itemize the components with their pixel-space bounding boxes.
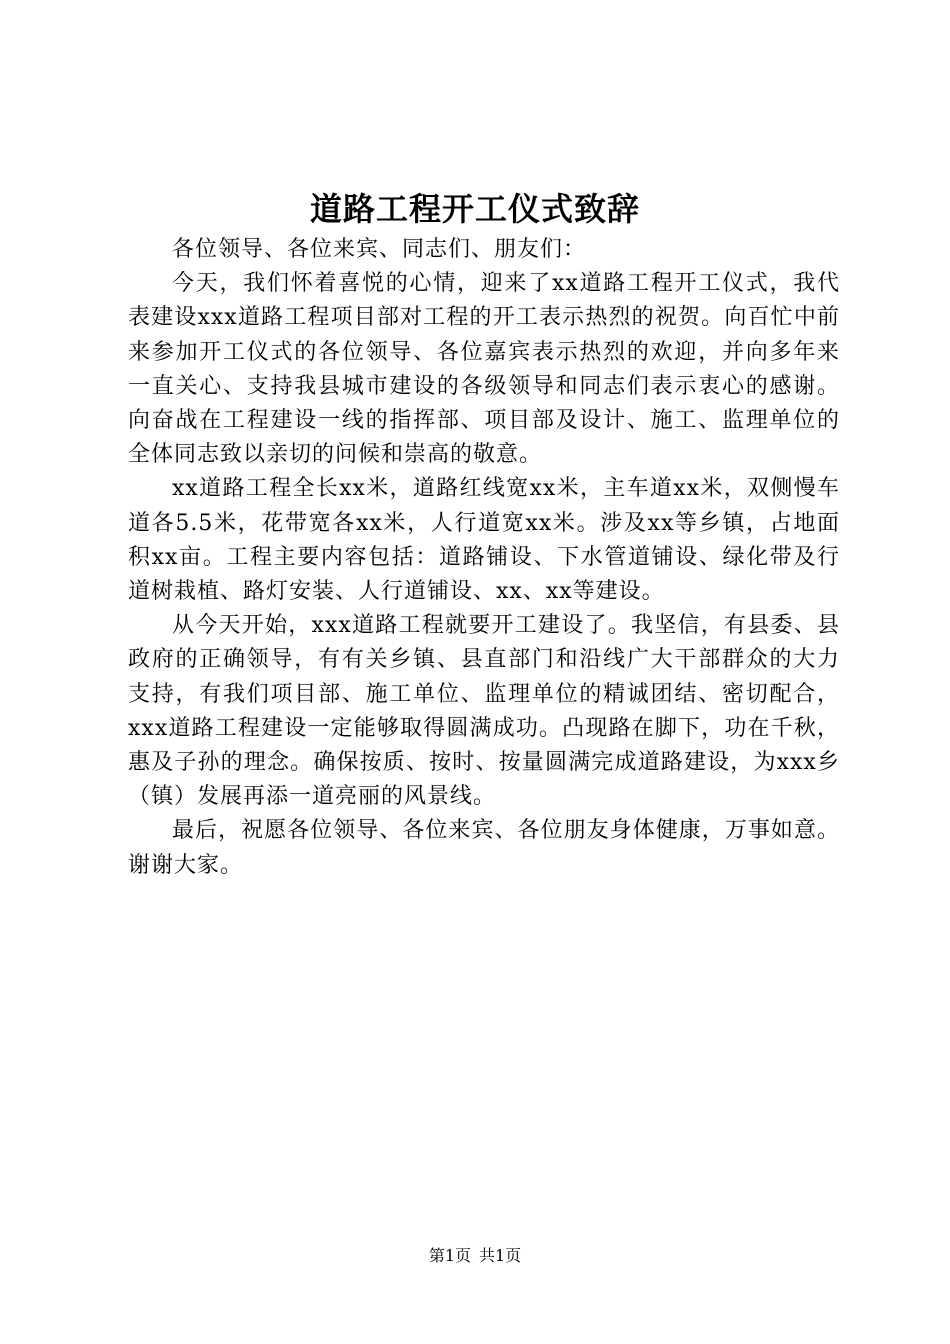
paragraph-closing: 最后，祝愿各位领导、各位来宾、各位朋友身体健康，万事如意。谢谢大家。 [128,818,840,878]
page-footer [0,1244,950,1268]
paragraph-project-overview: xx道路工程全长xx米，道路红线宽xx米，主车道xx米，双侧慢车道各5.5米，花带宽各xx米，人行道宽xx米。涉及xx等乡镇，占地面积xx亩。工程主要内容包括：道路铺设、下水管道铺设、绿化带及行道树栽植、路灯安装、人行道铺设、xx、xx等建设。 [128,476,840,605]
paragraph-salutation: 各位领导、各位来宾、同志们、朋友们： [172,237,587,262]
paragraph-commitment: 从今天开始，xxx道路工程就要开工建设了。我坚信，有县委、县政府的正确领导，有有关乡镇、县直部门和沿线广大干部群众的大力支持，有我们项目部、施工单位、监理单位的精诚团结、密切配合，xxx道路工程建设一定能够取得圆满成功。凸现路在脚下，功在千秋，惠及子孙的理念。确保按质、按时、按量圆满完成道路建设，为xxx乡（镇）发展再添一道亮丽的风景线。 [128,613,840,810]
paragraph-welcome: 今天，我们怀着喜悦的心情，迎来了xx道路工程开工仪式，我代表建设xxx道路工程项目部对工程的开工表示热烈的祝贺。向百忙中前来参加开工仪式的各位领导、各位嘉宾表示热烈的欢迎，并向多年来一直关心、支持我县城市建设的各级领导和同志们表示衷心的感谢。向奋战在工程建设一线的指挥部、项目部及设计、施工、监理单位的全体同志致以亲切的问候和崇高的敬意。 [128,271,840,468]
page-number: 第1页 [428,1246,471,1265]
page-total: 共1页 [479,1246,522,1265]
document-body [128,233,840,883]
document-title: 道路工程开工仪式致辞 [309,190,640,228]
